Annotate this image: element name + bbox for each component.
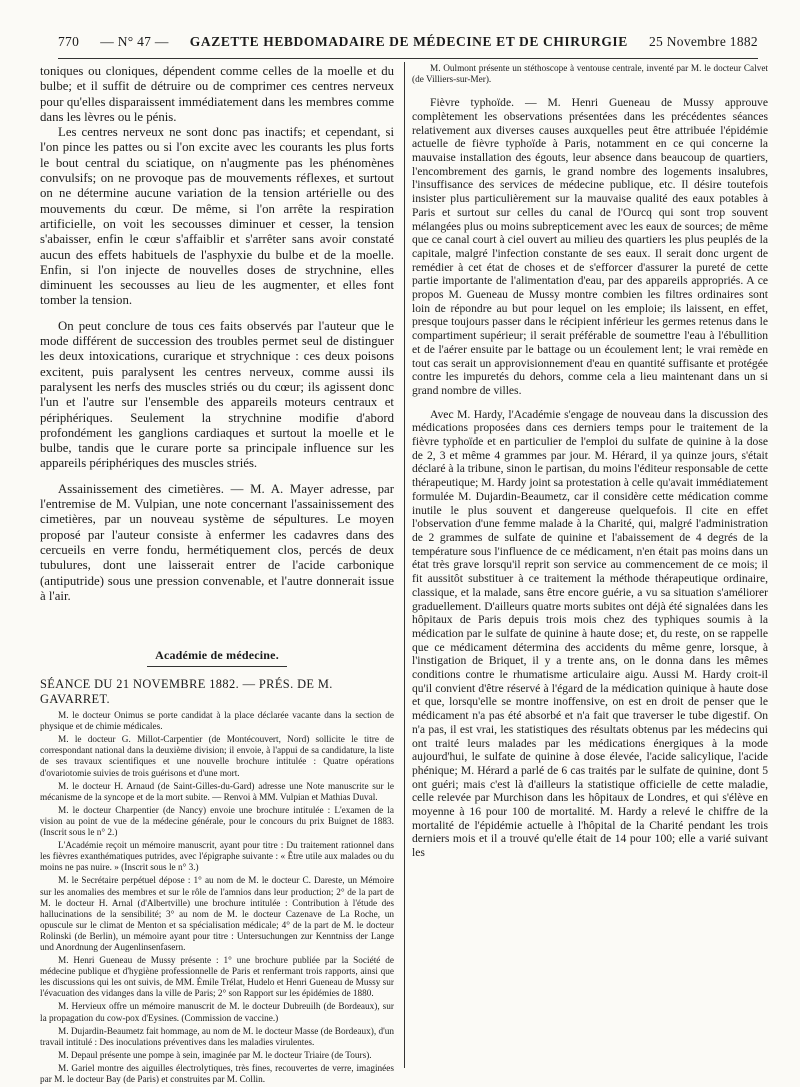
running-header bbox=[58, 34, 758, 56]
paragraph: Les centres nerveux ne sont donc pas inactifs; et cependant, si l'on pince les pattes ou si l'on excite avec les courants les plus forts le bout central du sciatique, on n'augmente pas les phénomènes convulsifs; on ne provoque pas de mouvements réflexes, et surtout on ne détermine aucune variation de la tension artérielle ou des mouvements du cœur. De même, si l'on arrête la respiration artificielle, on voit les secousses diminuer et cesser, la tension s'abaisser, enfin le cœur s'affaiblir et s'arrêter sans avoir constaté aucun des effets habituels de l'asphyxie du bulbe et de la moelle. Enfin, si l'on injecte de nouvelles doses de strychnine, elles diminuent les secousses au lieu de les augmenter, et elles font tomber la tension. bbox=[40, 125, 394, 308]
small-items bbox=[40, 711, 394, 1086]
issue-date: 25 Novembre 1882 bbox=[648, 34, 758, 49]
section-heading: Académie de médecine. bbox=[155, 648, 279, 663]
small-item: M. Hervieux offre un mémoire manuscrit de M. le docteur Dubreuilh (de Bordeaux), sur la propagation du cow-pox d'Eysines. (Commission de vaccine.) bbox=[40, 1002, 394, 1024]
heading-rule bbox=[147, 666, 287, 667]
small-item: M. Depaul présente une pompe à sein, imaginée par M. le docteur Triaire (de Tours). bbox=[58, 1050, 372, 1061]
issue-number: — N° 47 — bbox=[100, 34, 169, 49]
column-divider bbox=[404, 62, 405, 1068]
small-item: M. Henri Gueneau de Mussy présente : 1° une brochure publiée par la Société de médecine publique et d'hygiène professionnelle de Paris et renfermant trois rapports, ainsi que les discussions qui les ont suivis, de MM. Émile Trélat, Hudelo et Henri Gueneau de Mussy sur l'évacuation des vidanges dans la ville de Paris; 2° son Rapport sur les épidémies de 1880. bbox=[40, 956, 394, 1000]
small-item: M. Dujardin-Beaumetz fait hommage, au nom de M. le docteur Masse (de Bordeaux), d'un travail intitulé : Des inoculations préventives dans les maladies virulentes. bbox=[40, 1026, 394, 1048]
paragraph-cimetieres: Assainissement des cimetières. — M. A. Mayer adresse, par l'entremise de M. Vulpian, une note concernant l'assainissement des cimetières, par un nouveau système de sépultures. Le moyen proposé par l'auteur consiste à enfermer les cadavres dans des cercueils en verre fondu, hermétiquement clos, percés de deux tubulures, dont une laisserait entrer de l'acide carbonique (antiputride) sous une pression convenable, et l'autre donnerait issue à l'air. bbox=[40, 481, 394, 603]
header-rule bbox=[58, 58, 758, 59]
paragraph: toniques ou cloniques, dépendent comme celles de la moelle et du bulbe; et il suffit de détruire ou de comprimer ces centres nerveux pour qu'elles disparaissent immédiatement dans les membres comme dans les lèvres ou le pénis. bbox=[40, 64, 394, 124]
small-item: M. Gariel montre des aiguilles électrolytiques, très fines, recouvertes de verre, imaginées par M. le docteur Bay (de Paris) et construites par M. Collin. bbox=[40, 1063, 394, 1085]
small-item: M. le docteur Onimus se porte candidat à la place déclarée vacante dans la section de physique et de chimie médicales. bbox=[40, 711, 394, 733]
paragraph-fievre-typhoide: Fièvre typhoïde. — M. Henri Gueneau de Mussy approuve complètement les observations présentées dans les précédentes séances relativement aux diverses causes auxquelles peut être attribuée l'épidémie actuelle de fièvre typhoïde à Paris, notamment en ce qui concerne la mauvaise installation des égouts, leur absence dans beaucoup de quartiers, l'encombrement des garnis, le grand nombre des logements insalubres, l'insuffisance des services de médecine publique, etc. Il désire toutefois insister plus particulièrement sur la mauvaise qualité des eaux potables à Paris et surtout sur celles du canal de l'Ourcq qui sont trop souvent mélangées plus ou moins subrepticement avec les eaux de sources; de même que ce canal court à ciel ouvert au milieu des quartiers les plus peuplés de la capitale, malgré l'infection constante de ses eaux. Il serait donc urgent de remédier à cet état de choses et de s'efforcer d'assurer la pureté de cette partie importante de l'alimentation d'eau, par des appareils appropriés. A ce propos M. Gueneau de Mussy montre combien les filtres ordinaires sont loin de répondre au but pour lequel on les emploie; ils laissent, en effet, presque toujours passer dans le récipient inférieur les germes retenus dans le compartiment supérieur; il serait préférable de soumettre l'eau à l'ébullition et de l'aérer ensuite par le battage ou un écoulement lent; le vrai remède en tout cas serait un approvisionnement d'eau en quantité suffisante et protégée contre les impuretés du dehors, comme cela a lieu maintenant dans un si grand nombre de villes. bbox=[412, 96, 768, 397]
left-column bbox=[40, 64, 394, 1086]
small-item: M. le docteur Charpentier (de Nancy) envoie une brochure intitulée : L'examen de la vision au point de vue de la médecine générale, pour le concours du prix Buignet de 1883. (Inscrit sous le n° 2.) bbox=[40, 805, 394, 839]
small-item: M. le docteur H. Arnaud (de Saint-Gilles-du-Gard) adresse une Note manuscrite sur le mécanisme de la syncope et de la mort subite. — Renvoi à MM. Vulpian et Mathias Duval. bbox=[40, 781, 394, 803]
paragraph: On peut conclure de tous ces faits observés par l'auteur que le mode différent de succession des troubles permet seul de distinguer les deux intoxications, curarique et strychnique : ces deux poisons excitent, puis paralysent les centres nerveux, comme aussi ils paralysent les nerfs des muscles striés ou du cœur; ils agissent donc l'un et l'autre sur l'ensemble des appareils moteurs centraux et périphériques. Seulement la strychnine modifie d'abord profondément les ganglions cardiaques et surtout la moelle et le bulbe, tandis que le curare porte sa principale influence sur les appareils périphériques des muscles striés. bbox=[40, 318, 394, 471]
page-number: 770 bbox=[58, 34, 80, 49]
seance-line: SÉANCE DU 21 NOVEMBRE 1882. — PRÉS. DE M. GAVARRET. bbox=[40, 677, 333, 707]
journal-title: GAZETTE HEBDOMADAIRE DE MÉDECINE ET DE CHIRURGIE bbox=[189, 34, 628, 49]
small-item: M. le Secrétaire perpétuel dépose : 1° au nom de M. le docteur C. Dareste, un Mémoire sur les anomalies des membres et sur le rôle de l'amnios dans leur production; 2° de la part de M. le docteur H. Arnal (d'Albertville) une brochure intitulée : Contribution à l'étude des hallucinations de la sensibilité; 3° au nom de M. le docteur Cazenave de La Roche, un opuscule sur le climat de Menton et sa spécialisation médicale; 4° de la part de M. le docteur Rolinski (de Berlin), un mémoire ayant pour titre : Untersuchungen zur Kenntniss der Lange und Anordnung der Augenlinsenfasern. bbox=[40, 876, 394, 953]
paragraph-hardy: Avec M. Hardy, l'Académie s'engage de nouveau dans la discussion des médications proposées dans ces derniers temps pour le traitement de la fièvre typhoïde et en particulier de l'emploi du sulfate de quinine à la dose de 2, 3 et même 4 grammes par jour. M. Hérard, il ya quinze jours, s'était déclaré à la tribune, sinon le partisan, du moins l'éditeur responsable de cette thérapeutique; M. Hardy joint sa protestation à celle qu'avait immédiatement formulée M. Dujardin-Beaumetz, car il considère cette médication comme inutile le plus souvent et dangereuse quelquefois. Il cite en effet l'observation d'une femme malade à la Charité, qui, malgré l'administration de 2 grammes de sulfate de quinine et l'abaissement de 4 degrés de la température sous l'influence de ce médicament, n'en était pas moins dans un état très grave lorsqu'il reprit son service au commencement de ce mois; il fit aussitôt substituer à ce traitement la méthode thérapeutique ordinaire, classique, et la malade, sans être encore guérie, a vu sa situation s'améliorer graduellement. D'ailleurs quatre morts subites ont déjà été signalées dans les hôpitaux de Paris depuis trois mois chez des typhiques soumis à la médication par le sulfate de quinine à haute dose; et, du reste, on se rappelle que ce médicament détermina des accidents du même genre, lorsque, à l'instigation de Briquet, il y a trente ans, on le donna dans les mêmes conditions contre le rhumatisme articulaire aigu. Aussi M. Hardy croit-il qu'il convient d'être réservé à l'égard de la médication quinique à haute dose et que, lorsqu'elle se montre inoffensive, on est en droit de penser que le médicament n'a pas été absorbé et n'a fait que traverser le tube digestif. On n'a pas, il est vrai, les statistiques des résultats obtenus par les médecins qui ont traité leurs malades par les médications énergiques à la mode aujourd'hui, le sulfate de quinine à dose élevée, l'acide salicylique, l'acide phénique; M. Hérard a parlé de 6 cas traités par le sulfate de quinine, dont 5 ont guéri; mais c'est là d'ailleurs la statistique officielle de cette maladie, celle relevée par Murchison dans les hôpitaux de Londres, et qui s'élève en moyenne à 16 pour 100 de mortalité. M. Hardy a relevé le chiffre de la mortalité de l'épidémie actuelle à l'hôpital de la Charité pendant les trois derniers mois et il a trouvé qu'elle était de 14 pour 100; elle a varié suivant les bbox=[412, 407, 768, 860]
small-item: M. Oulmont présente un stéthoscope à ventouse centrale, inventé par M. le docteur Calvet (de Villiers-sur-Mer). bbox=[412, 64, 768, 86]
small-item: M. le docteur G. Millot-Carpentier (de Montécouvert, Nord) sollicite le titre de correspondant national dans la deuxième division; il envoie, à l'appui de sa candidature, la liste de ses travaux scientifiques et une nouvelle brochure intitulée : Quatre opérations d'ovariotomie suivies de trois guérisons et d'une mort. bbox=[40, 735, 394, 779]
small-item: L'Académie reçoit un mémoire manuscrit, ayant pour titre : Du traitement rationnel dans les fièvres exanthématiques putrides, avec l'épigraphe suivante : « Être utile aux malades ou du moins ne pas nuire. » (Inscrit sous le n° 3.) bbox=[40, 841, 394, 874]
right-column bbox=[412, 64, 768, 860]
